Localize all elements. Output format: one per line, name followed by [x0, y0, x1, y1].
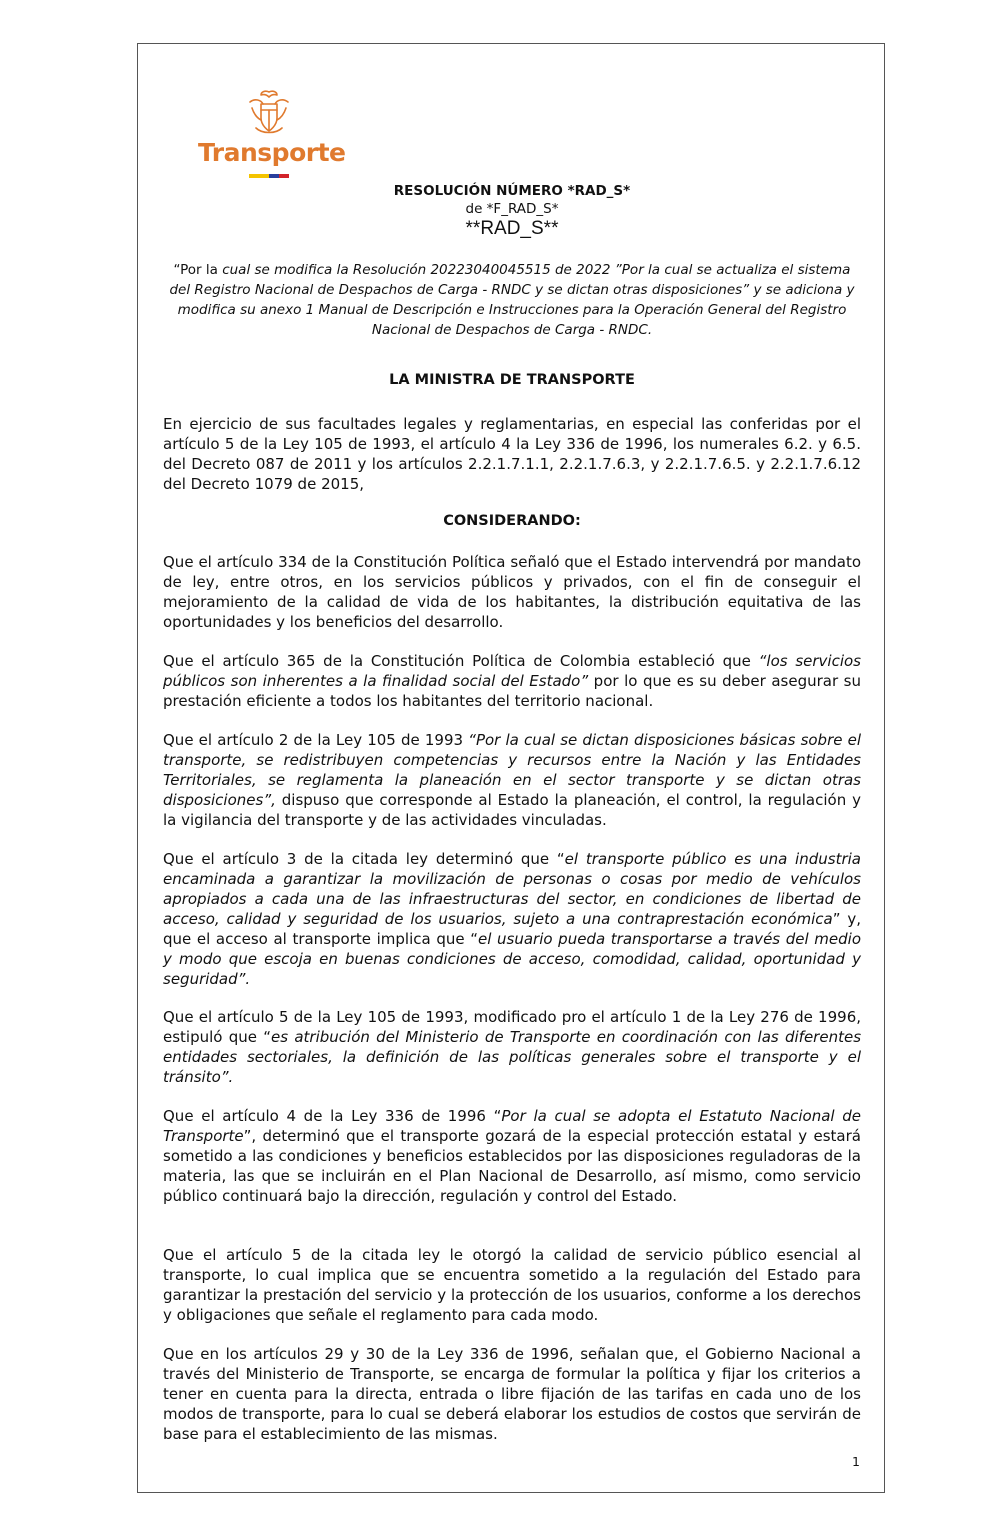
paragraph-4-quote-end: el usuario pueda transportarse a través del medio y modo que escoja en buenas condiciones de acceso, comodidad, calidad, oportunidad y seguridad”. [163, 930, 861, 988]
flag-yellow-band [249, 174, 269, 178]
subject-prefix: “Por la [173, 262, 223, 278]
paragraph-6-text: Que el artículo 4 de la Ley 336 de 1996 “ [163, 1107, 502, 1125]
paragraph-2-text-end: por lo que es su deber asegurar su prestación eficiente a todos los habitantes del territorio nacional. [163, 672, 861, 710]
paragraph-7: Que el artículo 5 de la citada ley le otorgó la calidad de servicio público esencial al transporte, lo cual implica que se encuentra sometido a la regulación del Estado para garantizar la prestación del servicio y la protección de los usuarios, conforme a los derechos y obligaciones que señale el reglamento para cada modo. [163, 1246, 861, 1324]
paragraph-6 [163, 1106, 861, 1206]
paragraph-2-text: Que el artículo 365 de la Constitución Política de Colombia estableció que [163, 652, 759, 670]
flag-red-band [279, 174, 289, 178]
paragraph-4-quote: el transporte público es una industria encaminada a garantizar la movilización de personas o cosas por medio de vehículos apropiados a cada una de las infraestructuras del sector, en condiciones de libertad de acceso, calidad y seguridad de los usuarios, sujeto a una contraprestación económica [163, 850, 861, 928]
resolution-number: RESOLUCIÓN NÚMERO *RAD_S* [393, 183, 631, 199]
considerando-heading: CONSIDERANDO: [443, 513, 581, 529]
page-number: 1 [852, 1454, 860, 1469]
paragraph-6-text-end: ”, determinó que el transporte gozará de la especial protección estatal y estará sometido a las condiciones y beneficios establecidos por las disposiciones reguladoras de la materia, las que se incluirán en el Plan Nacional de Desarrollo, así mismo, como servicio público continuará bajo la dirección, regulación y control del Estado. [163, 1127, 861, 1205]
resolution-date: de *F_RAD_S* [465, 201, 559, 217]
coat-of-arms-icon [246, 88, 292, 136]
paragraph-3-quote: “Por la cual se dictan disposiciones básicas sobre el transporte, se redistribuyen competencias y recursos entre la Nación y las Entidades Territoriales, se reglamenta la planeación en el sector transporte y se dictan otras disposiciones”, [163, 731, 862, 809]
paragraph-1: Que el artículo 334 de la Constitución Política señaló que el Estado intervendrá por mandato de ley, entre otros, en los servicios públicos y privados, con el fin de conseguir el mejoramiento de la calidad de vida de los habitantes, la distribución equitativa de las oportunidades y los beneficios del desarrollo. [163, 553, 861, 631]
paragraph-3 [163, 730, 861, 830]
preamble-paragraph: En ejercicio de sus facultades legales y reglamentarias, en especial las conferidas por el artículo 5 de la Ley 105 de 1993, el artículo 4 la Ley 336 de 1996, los numerales 6.2. y 6.5. del Decreto 087 de 2011 y los artículos 2.2.1.7.1.1, 2.2.1.7.6.3, y 2.2.1.7.6.5. y 2.2.1.7.6.12 del Decreto 1079 de 2015, [163, 415, 861, 493]
paragraph-3-text-end: dispuso que corresponde al Estado la planeación, el control, la regulación y la vigilancia del transporte y de las actividades vinculadas. [163, 791, 861, 829]
document-page [137, 43, 885, 1493]
paragraph-3-text: Que el artículo 2 de la Ley 105 de 1993 [163, 731, 469, 749]
colombia-flag-stripe [249, 174, 289, 178]
paragraph-4-text: Que el artículo 3 de la citada ley determinó que “ [163, 850, 565, 868]
paragraph-6-quote: Por la cual se adopta el Estatuto Nacional de Transporte [163, 1107, 861, 1145]
logo-wordmark: Transporte [198, 138, 346, 167]
paragraph-4-text-mid: ” y, que el acceso al transporte implica que “ [163, 910, 861, 948]
flag-blue-band [269, 174, 279, 178]
resolution-rad: **RAD_S** [465, 218, 559, 239]
paragraph-2 [163, 651, 861, 711]
ministry-logo [198, 88, 346, 183]
paragraph-5-quote: es atribución del Ministerio de Transporte en coordinación con las diferentes entidades sectoriales, la definición de las políticas generales sobre el transporte y el tránsito”. [163, 1028, 862, 1086]
subject-italic: cual se modifica la Resolución 20223040045515 de 2022 ”Por la cual se actualiza el sistema del Registro Nacional de Despachos de Carga - RNDC y se dictan otras disposiciones” y se adiciona y modifica su anexo 1 Manual de Descripción e Instrucciones para la Operación General del Registro Nacional de Despachos de Carga - RNDC. [169, 262, 855, 338]
paragraph-5 [163, 1007, 861, 1087]
authority-heading: LA MINISTRA DE TRANSPORTE [389, 372, 635, 388]
paragraph-5-text: Que el artículo 5 de la Ley 105 de 1993, modificado pro el artículo 1 de la Ley 276 de 1996, estipuló que “ [163, 1008, 861, 1046]
paragraph-8: Que en los artículos 29 y 30 de la Ley 336 de 1996, señalan que, el Gobierno Nacional a través del Ministerio de Transporte, se encarga de formular la política y fijar los criterios a tener en cuenta para la directa, entrada o libre fijación de las tarifas en cada uno de los modos de transporte, para lo cual se deberá elaborar los estudios de costos que servirán de base para el establecimiento de las mismas. [163, 1345, 861, 1443]
paragraph-2-quote: “los servicios públicos son inherentes a la finalidad social del Estado” [163, 652, 861, 690]
resolution-subject [162, 260, 862, 340]
paragraph-4 [163, 849, 861, 989]
